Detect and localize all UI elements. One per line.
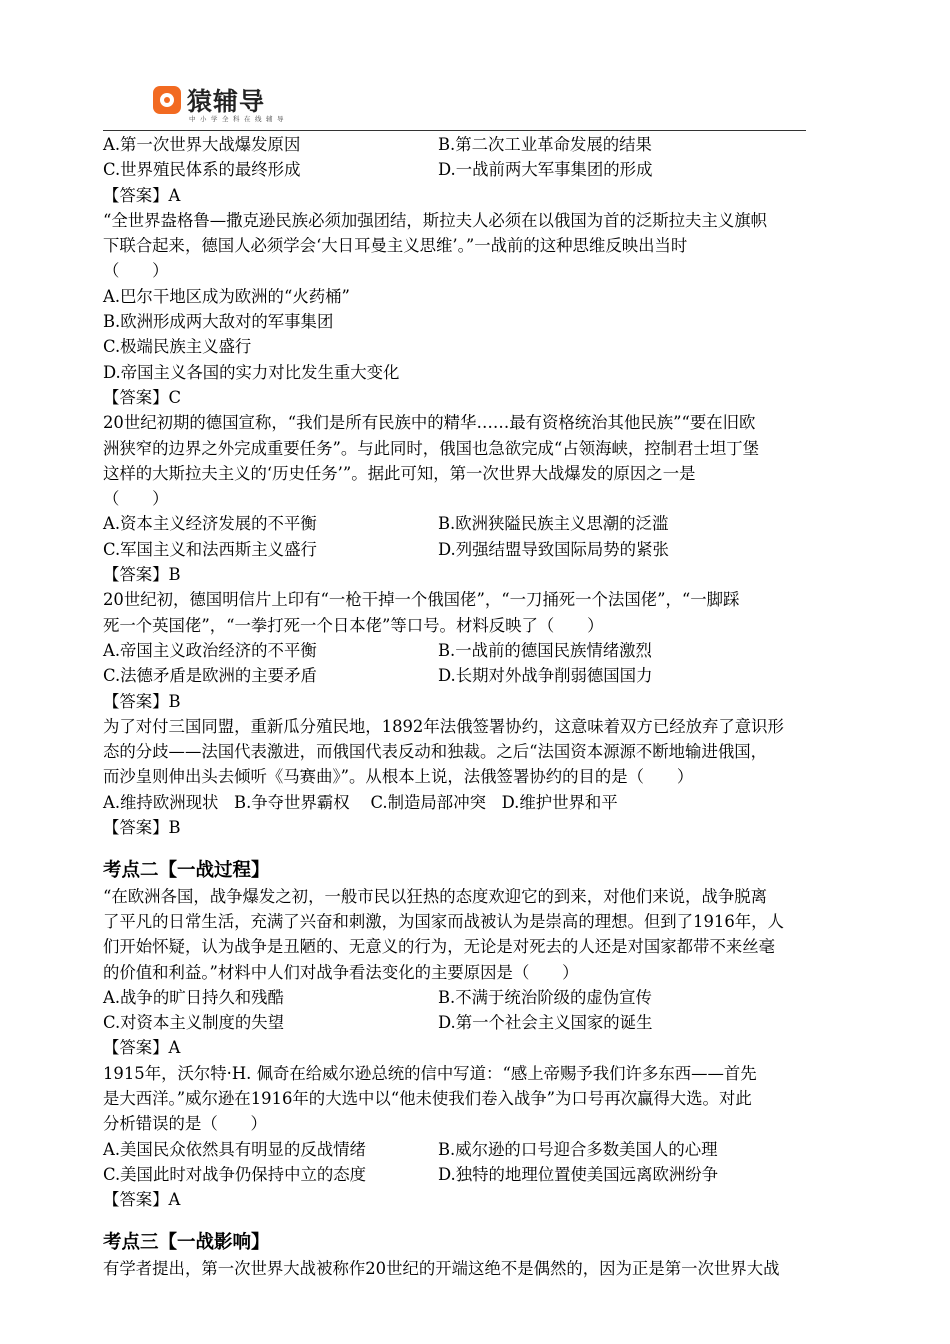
option: B.欧洲狭隘民族主义思潮的泛滥 xyxy=(438,514,669,534)
question-text: 下联合起来，德国人必须学会‘大日耳曼主义思维’。”一战前的这种思维反映出当时 xyxy=(103,236,688,256)
option: B.威尔逊的口号迎合多数美国人的心理 xyxy=(438,1139,718,1159)
option-row xyxy=(103,537,893,562)
option: A.战争的旷日持久和残酷 xyxy=(103,987,284,1007)
option-row xyxy=(103,663,893,688)
option-row xyxy=(103,132,893,157)
option: D.长期对外战争削弱德国国力 xyxy=(438,666,653,686)
question-text: 死一个英国佬”，“一拳打死一个日本佬”等口号。材料反映了（ ） xyxy=(103,615,604,635)
answer: 【答案】B xyxy=(103,818,181,838)
option-row xyxy=(103,157,893,182)
question-text: 了平凡的日常生活，充满了兴奋和刺激，为国家而战被认为是崇高的理想。但到了1916年，人 xyxy=(103,911,784,931)
answer: 【答案】B xyxy=(103,691,181,711)
question-text: 的价值和利益。”材料中人们对战争看法变化的主要原因是（ ） xyxy=(103,962,579,982)
option: B.不满于统治阶级的虚伪宣传 xyxy=(438,987,652,1007)
option: D.第一个社会主义国家的诞生 xyxy=(438,1013,653,1033)
options-inline: A.维持欧洲现状 B.争夺世界霸权 C.制造局部冲突 D.维护世界和平 xyxy=(103,792,618,812)
question-text: 洲狭窄的边界之外完成重要任务”。与此同时，俄国也急欲完成“占领海峡，控制君士坦丁堡 xyxy=(103,438,759,458)
option: C.极端民族主义盛行 xyxy=(103,337,252,357)
brand-tagline: 中小学全科在线辅导 xyxy=(189,115,288,123)
answer: 【答案】A xyxy=(103,1038,181,1058)
option-row xyxy=(103,511,893,536)
question-text: 分析错误的是（ ） xyxy=(103,1114,267,1134)
answer: 【答案】A xyxy=(103,185,181,205)
option: A.资本主义经济发展的不平衡 xyxy=(103,514,317,534)
question-text: 而沙皇则伸出头去倾听《马赛曲》”。从根本上说，法俄签署协约的目的是（ ） xyxy=(103,767,694,787)
brand-name: 猿辅导 xyxy=(187,87,266,116)
question-text: （ ） xyxy=(103,261,169,281)
question-text: 这样的大斯拉夫主义的‘历史任务’”。据此可知，第一次世界大战爆发的原因之一是 xyxy=(103,463,696,483)
answer: 【答案】B xyxy=(103,565,181,585)
option: A.美国民众依然具有明显的反战情绪 xyxy=(103,1139,366,1159)
option: D.帝国主义各国的实力对比发生重大变化 xyxy=(103,362,400,382)
section-heading: 考点三【一战影响】 xyxy=(103,1232,270,1254)
option: D.列强结盟导致国际局势的紧张 xyxy=(438,539,669,559)
question-text: 有学者提出，第一次世界大战被称作20世纪的开端这绝不是偶然的，因为正是第一次世界大战 xyxy=(103,1258,780,1278)
option-row xyxy=(103,1137,893,1162)
option: D.一战前两大军事集团的形成 xyxy=(438,160,653,180)
question-text: 是大西洋。”威尔逊在1916年的大选中以“他未使我们卷入战争”为口号再次赢得大选。对此 xyxy=(103,1088,752,1108)
option: C.法德矛盾是欧洲的主要矛盾 xyxy=(103,666,317,686)
question-text: 20世纪初期的德国宣称，“我们是所有民族中的精华……最有资格统治其他民族”“要在旧欧 xyxy=(103,413,756,433)
option: B.一战前的德国民族情绪激烈 xyxy=(438,640,652,660)
question-text: “在欧洲各国，战争爆发之初，一般市民以狂热的态度欢迎它的到来，对他们来说，战争脱离 xyxy=(103,886,768,906)
question-text: 20世纪初，德国明信片上印有“一枪干掉一个俄国佬”，“一刀捅死一个法国佬”，“一脚踩 xyxy=(103,590,740,610)
option-row xyxy=(103,985,893,1010)
question-text: 们开始怀疑，认为战争是丑陋的、无意义的行为，无论是对死去的人还是对国家都带不来丝毫 xyxy=(103,937,776,957)
question-text: 为了对付三国同盟，重新瓜分殖民地，1892年法俄签署协约，这意味着双方已经放弃了意识形 xyxy=(103,716,784,736)
option: A.帝国主义政治经济的不平衡 xyxy=(103,640,317,660)
option: C.美国此时对战争仍保持中立的态度 xyxy=(103,1164,367,1184)
document-body xyxy=(103,132,893,1281)
option: A.巴尔干地区成为欧洲的“火药桶” xyxy=(103,286,350,306)
question-text: （ ） xyxy=(103,489,169,509)
option-row xyxy=(103,638,893,663)
option: B.第二次工业革命发展的结果 xyxy=(438,135,652,154)
option: C.对资本主义制度的失望 xyxy=(103,1013,285,1033)
header-divider xyxy=(103,130,806,131)
section-heading: 考点二【一战过程】 xyxy=(103,860,270,882)
option: D.独特的地理位置使美国远离欧洲纷争 xyxy=(438,1164,719,1184)
option-row xyxy=(103,1010,893,1035)
answer: 【答案】A xyxy=(103,1190,181,1210)
option: C.军国主义和法西斯主义盛行 xyxy=(103,539,317,559)
option-row xyxy=(103,1162,893,1187)
question-text: 1915年，沃尔特·H. 佩奇在给威尔逊总统的信中写道：“感上帝赐予我们许多东西——首先 xyxy=(103,1063,757,1083)
question-text: 态的分歧——法国代表激进，而俄国代表反动和独裁。之后“法国资本源源不断地输进俄国， xyxy=(103,742,768,762)
option: A.第一次世界大战爆发原因 xyxy=(103,135,301,154)
answer: 【答案】C xyxy=(103,387,182,407)
option: C.世界殖民体系的最终形成 xyxy=(103,160,301,180)
option: B.欧洲形成两大敌对的军事集团 xyxy=(103,312,334,332)
question-text: “全世界盎格鲁—撒克逊民族必须加强团结，斯拉夫人必须在以俄国为首的泛斯拉夫主义旗帜 xyxy=(103,210,768,230)
brand-logo-icon xyxy=(153,86,181,114)
